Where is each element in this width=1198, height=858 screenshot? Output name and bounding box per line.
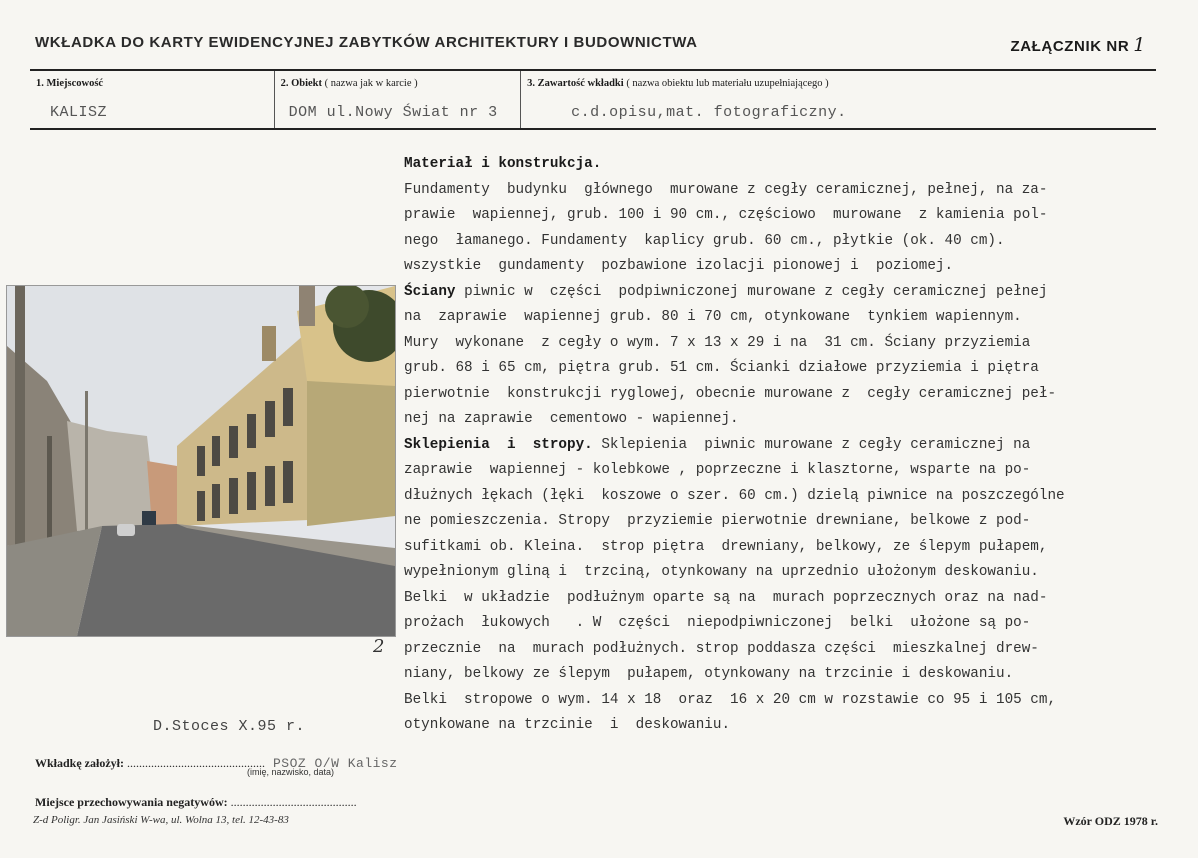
- description-line: [404, 203, 1174, 229]
- storage-label: Miejsce przechowywania negatywów:: [35, 795, 228, 809]
- description-line: [404, 637, 1174, 663]
- description-line: [404, 662, 1174, 688]
- description-line: [404, 382, 1174, 408]
- description-text-run: Belki w układzie podłużnym oparte są na murach poprzecznych oraz na nad-: [404, 589, 1048, 606]
- description-text-run: pierwotnie konstrukcji ryglowej, obecnie murowane z cegły ceramicznej peł-: [404, 385, 1057, 402]
- section-heading: Sklepienia i stropy.: [404, 436, 593, 453]
- made-by-label: Wkładkę założył:: [35, 756, 124, 770]
- description-line: [404, 331, 1174, 357]
- description-line: [404, 305, 1174, 331]
- description-text: [404, 152, 1174, 739]
- description-text-run: dłużnych łękach (łęki koszowe o szer. 60 cm.) dzielą piwnice na poszczególne: [404, 487, 1065, 504]
- description-line: [404, 484, 1174, 510]
- field-locality: [30, 71, 275, 128]
- field-object: [275, 71, 522, 128]
- form-model: Wzór ODZ 1978 r.: [1063, 814, 1158, 828]
- description-text-run: przecznie na murach podłużnych. strop poddasza części mieszkalnej drew-: [404, 640, 1039, 657]
- field-value-object: DOM ul.Nowy Świat nr 3: [288, 104, 498, 121]
- street-photo-illustration: [7, 286, 395, 636]
- description-line: [404, 356, 1174, 382]
- street-photo: [6, 285, 396, 637]
- description-line: [404, 560, 1174, 586]
- description-text-run: wszystkie gundamenty pozbawione izolacji pionowej i poziomej.: [404, 258, 954, 274]
- description-line: [404, 688, 1174, 714]
- description-line: [404, 611, 1174, 637]
- field-sublabel: ( nazwa jak w karcie ): [324, 78, 418, 89]
- description-line: [404, 152, 1174, 178]
- description-text-run: Mury wykonane z cegły o wym. 7 x 13 x 29 i na 31 cm. Ściany przyziemia: [404, 334, 1031, 351]
- description-text-run: Sklepienia piwnic murowane z cegły ceramicznej na: [592, 436, 1031, 453]
- annex-number: [1010, 34, 1146, 56]
- description-line: [404, 535, 1174, 561]
- made-by-value: PSOZ O/W Kalisz: [273, 756, 398, 771]
- made-by-sublabel: (imię, nazwisko, data): [247, 767, 335, 777]
- field-sublabel: ( nazwa obiektu lub materiału uzupełniającego ): [626, 78, 829, 89]
- description-line: [404, 254, 1174, 280]
- annex-handwritten-number: 1: [1133, 34, 1146, 56]
- description-line: [404, 586, 1174, 612]
- description-line: [404, 433, 1174, 459]
- description-line: [404, 178, 1174, 204]
- description-text-run: Belki stropowe o wym. 14 x 18 oraz 16 x 20 cm w rozstawie co 95 i 105 cm,: [404, 691, 1057, 708]
- description-line: [404, 713, 1174, 739]
- description-text-run: ne pomieszczenia. Stropy przyziemie pierwotnie drewniane, belkowe z pod-: [404, 513, 1031, 529]
- description-text-run: grub. 68 i 65 cm, piętra grub. 51 cm. Ścianki działowe przyziemia i piętra: [404, 360, 1039, 376]
- field-label: 2. Obiekt: [280, 78, 322, 89]
- header-fields-row: [30, 69, 1156, 130]
- photo-credit: D.Stoces X.95 r.: [153, 718, 306, 735]
- description-text-run: sufitkami ob. Kleina. strop piętra drewniany, belkowy, ze ślepym pułapem,: [404, 538, 1048, 555]
- section-heading: Materiał i konstrukcja.: [404, 156, 602, 172]
- printer-imprint: Z-d Poligr. Jan Jasiński W-wa, ul. Wolna 13, tel. 12-43-83: [33, 814, 289, 826]
- description-text-run: zaprawie wapiennej - kolebkowe , poprzeczne i klasztorne, wsparte na po-: [404, 462, 1031, 478]
- photo-number: 2: [373, 636, 385, 657]
- field-value-contents: c.d.opisu,mat. fotograficzny.: [571, 104, 847, 121]
- description-line: [404, 280, 1174, 306]
- description-text-run: prożach łukowych . W części niepodpiwniczonej belki ułożone są po-: [404, 615, 1031, 631]
- section-heading: Ściany: [404, 283, 456, 300]
- field-label: 1. Miejscowość: [36, 78, 104, 89]
- annex-label: ZAŁĄCZNIK NR: [1010, 38, 1130, 55]
- storage-row: Miejsce przechowywania negatywów: ..........................................: [35, 795, 357, 809]
- form-title: WKŁADKA DO KARTY EWIDENCYJNEJ ZABYTKÓW ARCHITEKTURY I BUDOWNICTWA: [35, 34, 698, 51]
- description-text-run: piwnic w części podpiwniczonej murowane z cegły ceramicznej pełnej: [455, 283, 1048, 300]
- description-line: [404, 458, 1174, 484]
- field-label: 3. Zawartość wkładki: [527, 78, 624, 89]
- description-text-run: prawie wapiennej, grub. 100 i 90 cm., częściowo murowane z kamienia pol-: [404, 207, 1048, 223]
- description-text-run: na zaprawie wapiennej grub. 80 i 70 cm, otynkowane tynkiem wapiennym.: [404, 309, 1022, 325]
- field-value-locality: KALISZ: [50, 104, 108, 121]
- made-by-row: Wkładkę założył: ..............................................: [35, 756, 265, 770]
- description-line: [404, 509, 1174, 535]
- description-text-run: otynkowane na trzcinie i deskowaniu.: [404, 717, 731, 733]
- description-line: [404, 229, 1174, 255]
- description-text-run: Fundamenty budynku głównego murowane z cegły ceramicznej, pełnej, na za-: [404, 181, 1048, 198]
- description-text-run: nej na zaprawie cementowo - wapiennej.: [404, 411, 739, 427]
- field-contents: [521, 71, 1156, 128]
- description-line: [404, 407, 1174, 433]
- description-text-run: nego łamanego. Fundamenty kaplicy grub. 60 cm., płytkie (ok. 40 cm).: [404, 232, 1005, 249]
- description-text-run: niany, belkowy ze ślepym pułapem, otynkowany na trzcinie i deskowaniu.: [404, 666, 1014, 682]
- description-text-run: wypełnionym gliną i trzciną, otynkowany na uprzednio ułożonym deskowaniu.: [404, 564, 1039, 580]
